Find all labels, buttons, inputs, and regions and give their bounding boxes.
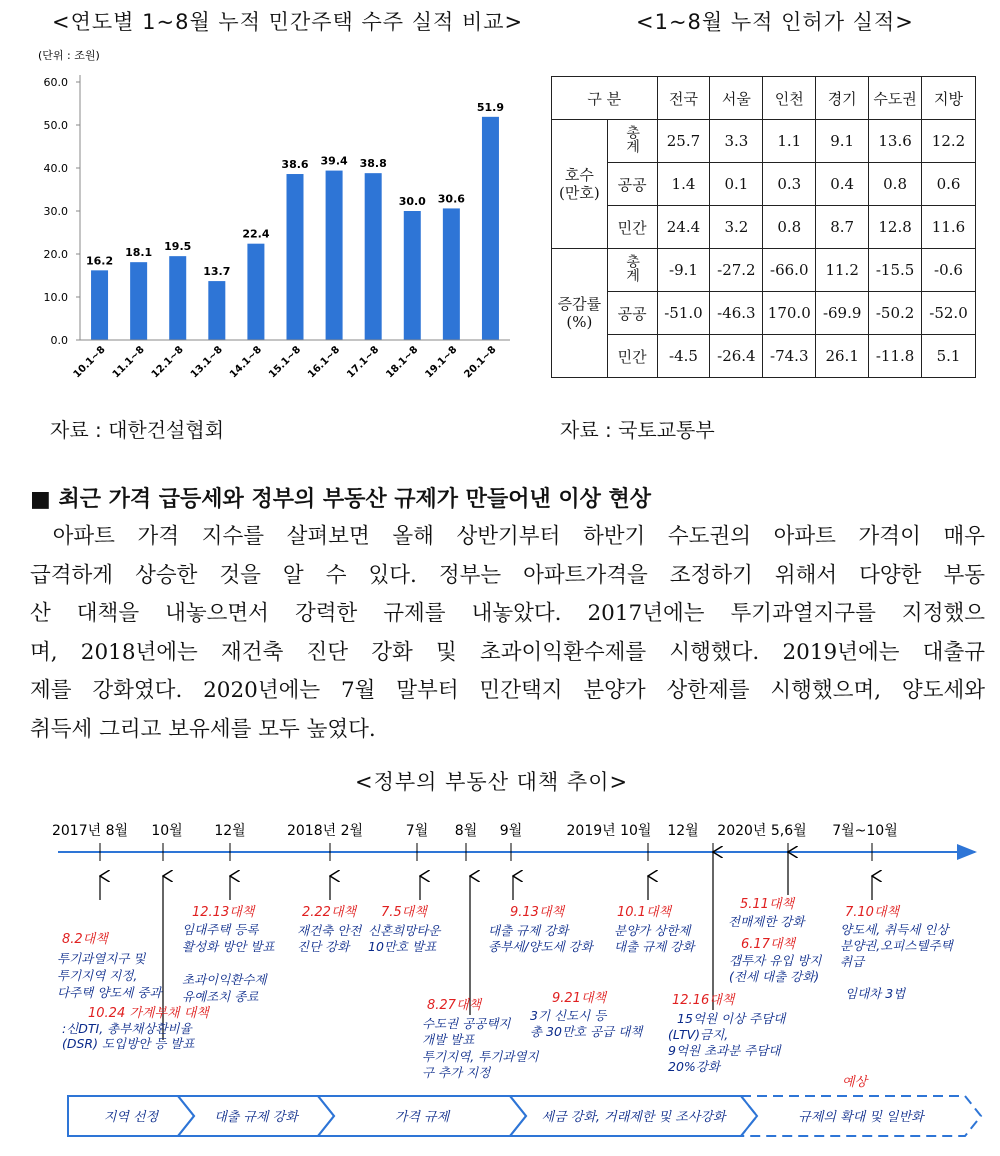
- bar-value-label: 13.7: [203, 265, 231, 279]
- table-cell: 1.4: [657, 163, 710, 206]
- timeline-axis-label: 2019년 10월: [566, 823, 652, 839]
- table-cell: 3.3: [710, 120, 763, 163]
- timeline-event-title: 12.16대책: [672, 993, 735, 1008]
- x-tick-label: 14.1~8: [227, 344, 265, 381]
- table-row: [552, 120, 976, 163]
- table-cell: -69.9: [816, 292, 869, 335]
- bar: [404, 211, 421, 340]
- table-column-header: 전국: [657, 77, 710, 120]
- timeline-event-desc: 대출 규제 강화: [488, 923, 569, 938]
- table-cell: 12.2: [922, 120, 976, 163]
- timeline-event-desc: 투기과열지구 및: [57, 951, 146, 966]
- timeline-event-desc: (전세 대출 강화): [729, 969, 820, 984]
- timeline-axis-label: 10월: [151, 823, 183, 839]
- table-group-label: 증감률 (%): [552, 249, 608, 378]
- y-tick-label: 40.0: [43, 162, 68, 175]
- bar-value-label: 38.8: [359, 157, 387, 171]
- x-tick-label: 15.1~8: [267, 344, 304, 381]
- paragraph-line: 취득세 그리고 보유세를 모두 높였다.: [30, 716, 376, 742]
- paragraph-line: 며, 2018년에는 재건축 진단 강화 및 초과이익환수제를 시행했다. 2019년에는 대출규: [30, 639, 985, 665]
- timeline-axis-label: 2018년 2월: [286, 823, 364, 839]
- timeline-event-title: 5.11대책: [740, 897, 795, 912]
- phase-label: 대출 규제 강화: [214, 1110, 298, 1125]
- table-cell: -15.5: [869, 249, 922, 292]
- bar-value-label: 30.6: [437, 192, 465, 206]
- bar-value-label: 51.9: [476, 100, 505, 114]
- table-group-label: 호수 (만호): [552, 120, 608, 249]
- timeline-axis-label: 7월: [405, 823, 429, 839]
- bar-value-label: 39.4: [320, 154, 348, 168]
- table-cell: -46.3: [710, 292, 763, 335]
- table-cell: 0.8: [869, 163, 922, 206]
- table-cell: -26.4: [710, 335, 763, 378]
- table-row-label: 민간: [607, 335, 657, 378]
- table-cell: 11.6: [922, 206, 976, 249]
- timeline-event-desc: 전매제한 강화: [728, 914, 805, 929]
- table-cell: -51.0: [657, 292, 710, 335]
- x-tick-label: 13.1~8: [188, 344, 225, 381]
- bar: [482, 117, 499, 340]
- bar-chart: [30, 45, 520, 400]
- timeline-event-desc: 초과이익환수제: [182, 972, 267, 987]
- table-column-header: 수도권: [869, 77, 922, 120]
- table-row-label: 민간: [607, 206, 657, 249]
- timeline-event-desc: 20%강화: [668, 1059, 720, 1074]
- table-cell: 24.4: [657, 206, 710, 249]
- timeline-event-desc: 분양권,오피스텔주택: [840, 938, 953, 953]
- table-cell: 170.0: [763, 292, 816, 335]
- x-tick-label: 12.1~8: [149, 344, 186, 381]
- y-tick-label: 30.0: [43, 205, 68, 218]
- timeline-event-title: 7.5대책: [381, 905, 427, 920]
- timeline-event-desc: 10만호 발표: [368, 939, 437, 954]
- table-row-label: 총계: [607, 249, 657, 292]
- timeline-event-title: 8.27대책: [427, 998, 482, 1013]
- table-row: [552, 249, 976, 292]
- bar-value-label: 19.5: [164, 240, 192, 254]
- table-column-header: 경기: [816, 77, 869, 120]
- timeline-event-desc: 분양가 상한제: [614, 923, 691, 938]
- timeline-event-desc: 다주택 양도세 중과: [57, 985, 162, 1000]
- table-row: [552, 206, 976, 249]
- table-cell: 3.2: [710, 206, 763, 249]
- timeline-event-desc: 임대차 3법: [845, 986, 906, 1001]
- y-tick-label: 50.0: [43, 119, 68, 132]
- timeline-axis-label: 9월: [499, 823, 523, 839]
- unit-label: (단위 : 조원): [38, 49, 100, 62]
- timeline-event-desc: 재건축 안전: [297, 923, 362, 938]
- table-cell: -66.0: [763, 249, 816, 292]
- table-cell: -11.8: [869, 335, 922, 378]
- table-cell: -50.2: [869, 292, 922, 335]
- timeline-event-desc: 양도세, 취득세 인상: [840, 922, 949, 937]
- timeline-event-desc: 개발 발표: [422, 1032, 475, 1047]
- timeline-event-title: 10.24 가계부채 대책: [88, 1006, 209, 1021]
- table-column-header: 인천: [763, 77, 816, 120]
- table-cell: -27.2: [710, 249, 763, 292]
- x-tick-label: 20.1~8: [462, 344, 499, 381]
- timeline-event-title: 9.21대책: [552, 991, 607, 1006]
- x-tick-label: 18.1~8: [384, 344, 421, 381]
- x-tick-label: 19.1~8: [423, 344, 460, 381]
- timeline-event-desc: 진단 강화: [297, 939, 350, 954]
- chart-source: 자료 : 대한건설협회: [50, 418, 225, 442]
- table-cell: 25.7: [657, 120, 710, 163]
- table-cell: 0.6: [922, 163, 976, 206]
- timeline-axis-label: 12월: [214, 823, 246, 839]
- timeline-event-title: 10.1대책: [617, 905, 672, 920]
- timeline-event-desc: 갭투자 유입 방지: [729, 953, 822, 968]
- timeline-event-desc: 취급: [840, 954, 865, 969]
- y-tick-label: 10.0: [43, 291, 68, 304]
- table-header-gubun: 구 분: [552, 77, 658, 120]
- bar-value-label: 16.2: [85, 254, 114, 268]
- timeline-event-desc: 유예조치 종료: [182, 989, 259, 1004]
- paragraph-line: 제를 강화였다. 2020년에는 7월 말부터 민간택지 분양가 상한제를 시행했으며, 양도세와: [30, 678, 985, 703]
- table-cell: 5.1: [922, 335, 976, 378]
- table-cell: 12.8: [869, 206, 922, 249]
- paragraph-line: 산 대책을 내놓으면서 강력한 규제를 내놓았다. 2017년에는 투기과열지구를 지정했으: [30, 601, 985, 626]
- timeline-axis-label: 8월: [454, 823, 478, 839]
- timeline-event-desc: 15억원 이상 주담대: [677, 1011, 786, 1026]
- timeline-event-desc: 활성화 방안 발표: [182, 939, 275, 954]
- bar: [208, 281, 225, 340]
- timeline-event-desc: 9억원 초과분 주담대: [668, 1043, 781, 1058]
- table-cell: 0.1: [710, 163, 763, 206]
- table-cell: -0.6: [922, 249, 976, 292]
- y-tick-label: 60.0: [43, 76, 68, 89]
- table-cell: 13.6: [869, 120, 922, 163]
- bar: [326, 171, 343, 340]
- paragraph-line: 아파트 가격 지수를 살펴보면 올해 상반기부터 하반기 수도권의 아파트 가격이 매우: [30, 524, 985, 549]
- timeline-event-title: 9.13대책: [510, 905, 565, 920]
- bar-value-label: 22.4: [242, 227, 270, 241]
- bar: [443, 208, 460, 340]
- timeline-title: <정부의 부동산 대책 추이>: [355, 770, 629, 794]
- bar-value-label: 30.0: [398, 195, 426, 208]
- table-cell: 0.4: [816, 163, 869, 206]
- phase-label: 가격 규제: [394, 1110, 450, 1125]
- timeline-event-desc: 3기 신도시 등: [530, 1008, 607, 1023]
- policy-timeline: [0, 800, 1000, 1150]
- timeline-event-desc: 대출 규제 강화: [614, 939, 695, 954]
- timeline-event-desc: (DSR) 도입방안 등 발표: [62, 1036, 195, 1051]
- timeline-event-title: 12.13대책: [192, 905, 255, 920]
- y-tick-label: 20.0: [43, 248, 68, 261]
- timeline-axis-label: 2017년 8월: [51, 823, 129, 839]
- bar-value-label: 38.6: [281, 158, 309, 172]
- x-tick-label: 11.1~8: [110, 344, 147, 381]
- timeline-event-title: 6.17대책: [741, 937, 796, 952]
- table-cell: -52.0: [922, 292, 976, 335]
- paragraph-line: 급격하게 상승한 것을 알 수 있다. 정부는 아파트가격을 조정하기 위해서 다양한 부동: [30, 562, 985, 588]
- table-column-header: 서울: [710, 77, 763, 120]
- bar: [287, 174, 304, 340]
- table-cell: -9.1: [657, 249, 710, 292]
- table-row: [552, 335, 976, 378]
- timeline-event-desc: 투기지역 지정,: [57, 968, 138, 983]
- timeline-event-desc: 신혼희망타운: [368, 923, 441, 938]
- timeline-event-title: 7.10대책: [845, 905, 900, 920]
- chart-title: <연도별 1~8월 누적 민간주택 수주 실적 비교>: [52, 10, 524, 34]
- timeline-event-title: 2.22대책: [302, 905, 357, 920]
- timeline-axis-label: 2020년 5,6월: [717, 823, 807, 839]
- bar: [91, 270, 108, 340]
- table-row-label: 공공: [607, 292, 657, 335]
- table-cell: 8.7: [816, 206, 869, 249]
- timeline-event-desc: 구 추가 지정: [422, 1065, 491, 1080]
- bar: [169, 256, 186, 340]
- phase-label: 세금 강화, 거래제한 및 조사강화: [541, 1110, 726, 1125]
- table-cell: -74.3: [763, 335, 816, 378]
- timeline-axis-label: 12월: [667, 823, 699, 839]
- x-tick-label: 16.1~8: [306, 344, 343, 381]
- table-cell: 1.1: [763, 120, 816, 163]
- table-cell: 11.2: [816, 249, 869, 292]
- table-cell: 0.8: [763, 206, 816, 249]
- timeline-event-desc: 수도권 공공택지: [422, 1016, 511, 1031]
- table-cell: 0.3: [763, 163, 816, 206]
- bar: [247, 244, 264, 340]
- bar: [365, 173, 382, 340]
- section-heading: ■ 최근 가격 급등세와 정부의 부동산 규제가 만들어낸 이상 현상: [30, 487, 652, 512]
- table-cell: -4.5: [657, 335, 710, 378]
- bar-value-label: 18.1: [125, 246, 153, 260]
- timeline-event-desc: :신DTI, 총부채상환비율: [62, 1021, 192, 1036]
- y-tick-label: 0.0: [50, 334, 68, 347]
- timeline-event-title: 8.2대책: [62, 932, 108, 947]
- timeline-event-desc: 임대주택 등록: [182, 922, 259, 937]
- table-cell: 9.1: [816, 120, 869, 163]
- body-paragraph: [30, 518, 985, 749]
- permit-table: [551, 76, 976, 378]
- table-row: [552, 292, 976, 335]
- phase-label: 지역 선정: [103, 1110, 159, 1125]
- timeline-event-desc: 종부세/양도세 강화: [488, 939, 593, 954]
- x-tick-label: 17.1~8: [345, 344, 382, 381]
- table-row: [552, 163, 976, 206]
- table-source: 자료 : 국토교통부: [560, 418, 715, 442]
- timeline-axis-label: 7월~10월: [832, 823, 898, 839]
- table-cell: 26.1: [816, 335, 869, 378]
- timeline-event-desc: 총 30만호 공급 대책: [530, 1024, 643, 1039]
- forecast-label: 예상: [842, 1075, 868, 1090]
- table-column-header: 지방: [922, 77, 976, 120]
- phase-label: 규제의 확대 및 일반화: [798, 1110, 924, 1125]
- table-row-label: 공공: [607, 163, 657, 206]
- timeline-event-desc: 투기지역, 투기과열지: [422, 1049, 539, 1064]
- table-title: <1~8월 누적 인허가 실적>: [636, 10, 914, 34]
- bar: [130, 262, 147, 340]
- table-row-label: 총계: [607, 120, 657, 163]
- x-tick-label: 10.1~8: [71, 344, 108, 381]
- timeline-event-desc: (LTV)금지,: [668, 1027, 729, 1042]
